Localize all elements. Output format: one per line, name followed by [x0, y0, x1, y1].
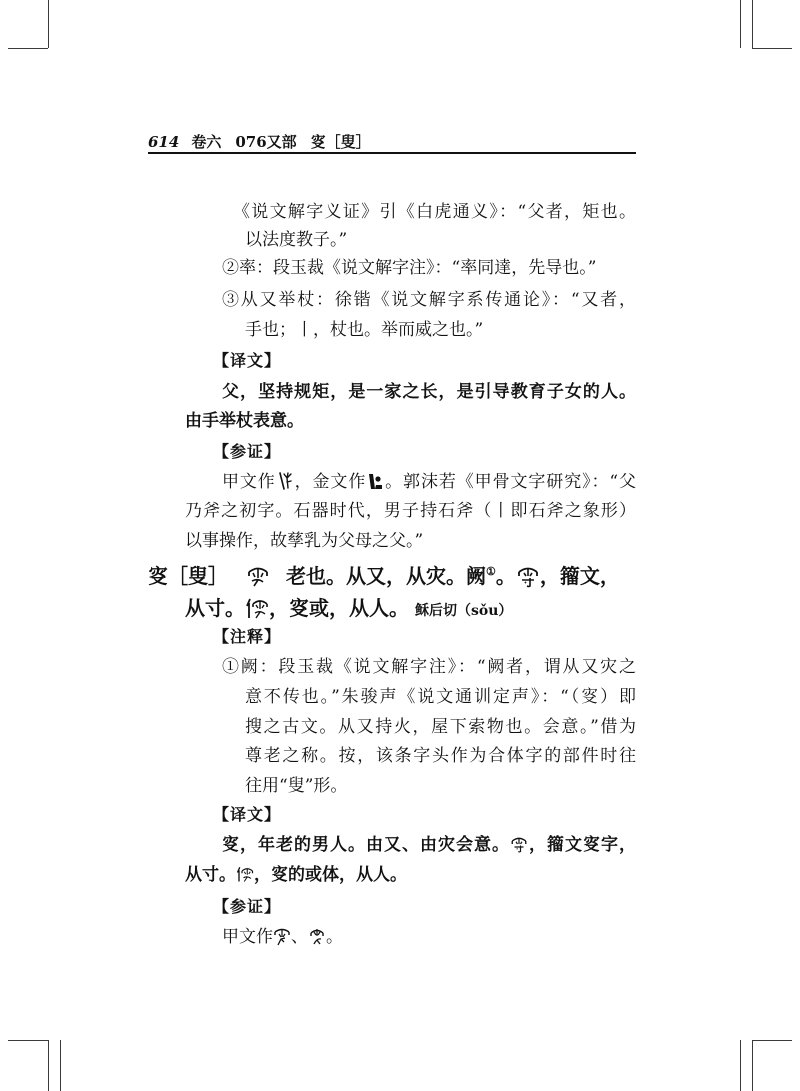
sou-evidence-text: 甲文作 [222, 927, 273, 947]
fu-evidence-text: ，金文作 [293, 472, 367, 492]
fu-translation-heading: 【译文】 [213, 351, 282, 370]
volume-label: 卷六 [191, 133, 222, 151]
fu-evidence-line-3: 以事操作，故孳乳为父母之父。” [185, 531, 424, 551]
pronunciation: 稣后切（sǒu） [415, 603, 513, 619]
sou-note-line: 搜之古文。从又持火，屋下索物也。会意。”借为 [245, 717, 636, 737]
fu-translation-line-1: 父，坚持规矩，是一家之长，是引导教育子女的人。 [222, 382, 636, 402]
fu-evidence-text: 甲文作 [222, 472, 276, 492]
section-label: 076又部 [235, 133, 297, 151]
running-header [148, 132, 385, 152]
crop-mark [740, 1040, 741, 1091]
fu-evidence-text: 。郭沫若《甲骨文字研究》：“父 [384, 472, 637, 492]
sou-translation-text: ，叜的或体，从人。 [254, 865, 407, 885]
seal-script-zhouwen-sou-glyph [510, 834, 528, 854]
crop-mark [752, 48, 792, 49]
sou-definition: ，籀文， [539, 564, 620, 588]
sou-note-line: 意不传也。”朱骏声《说文通训定声》：“（叜）即 [245, 687, 636, 707]
sou-evidence-line [222, 925, 343, 949]
sou-translation-line-2 [185, 863, 407, 887]
sou-headword-line-1 [148, 562, 620, 590]
sou-translation-text: ，籀文叜字， [528, 835, 636, 855]
sou-evidence-heading: 【参证】 [213, 897, 282, 916]
oracle-bone-sou-glyph [273, 926, 291, 946]
bronze-fu-glyph [366, 471, 384, 491]
crop-mark [8, 48, 48, 49]
header-rule [148, 152, 636, 154]
fu-note-3-line-1: ③从又举杖：徐锴《说文解字系传通论》：“又者， [222, 290, 636, 310]
sou-translation-heading: 【译文】 [213, 805, 282, 824]
crop-mark [48, 1040, 49, 1091]
seal-script-zhouwen-sou-glyph [516, 564, 540, 588]
crop-mark [8, 1040, 48, 1041]
oracle-bone-fu-glyph [276, 471, 294, 491]
sou-definition: 老也。从又，从灾。阙 [286, 564, 486, 588]
fu-evidence-heading: 【参证】 [213, 442, 282, 461]
sou-notes-heading: 【注释】 [213, 627, 282, 646]
fu-note-3-line-2: 手也；丨，杖也。举而威之也。” [245, 320, 484, 340]
sou-translation-text: 叜，年老的男人。由又、由灾会意。 [222, 835, 510, 855]
fu-note-2: ②率：段玉裁《说文解字注》：“率同達，先导也。” [222, 258, 597, 278]
sou-definition: 。 [495, 564, 516, 588]
sou-evidence-text: 。 [326, 927, 343, 947]
crop-mark [752, 0, 753, 48]
sou-headword: 叜［叟］ [148, 564, 228, 588]
oracle-bone-sou-glyph [308, 926, 326, 946]
crop-mark [48, 0, 49, 48]
sou-note-line: 尊老之称。按，该条字头作为合体字的部件时往 [245, 746, 636, 766]
sou-note-line: ①阙：段玉裁《说文解字注》：“阙者，谓从又灾之 [222, 657, 636, 677]
entry-label: 叜［叟］ [310, 133, 371, 151]
sou-translation-text: 从寸。 [185, 865, 236, 885]
sou-definition: 从寸。 [185, 596, 245, 620]
footnote-mark: ① [486, 565, 496, 578]
fu-evidence-line-1 [222, 470, 636, 494]
sou-note-line: 往用“叟”形。 [245, 776, 348, 796]
crop-mark [740, 0, 741, 48]
sou-definition: ，叜或，从人。 [269, 596, 409, 620]
fu-note-1-line-1: 《说文解字义证》引《白虎通义》：“父者，矩也。 [233, 202, 636, 222]
crop-mark [752, 1040, 753, 1091]
seal-script-variant-sou-glyph [245, 596, 269, 620]
seal-script-variant-sou-glyph [236, 864, 254, 884]
crop-mark [60, 1040, 61, 1091]
sou-headword-line-2 [185, 594, 512, 622]
page-number: 614 [148, 133, 180, 151]
crop-mark [752, 1040, 792, 1041]
fu-evidence-line-2: 乃斧之初字。石器时代，男子持石斧（丨即石斧之象形） [185, 501, 636, 521]
seal-script-sou-glyph [246, 564, 270, 588]
fu-note-1-line-2: 以法度教子。” [245, 230, 348, 250]
fu-translation-line-2: 由手举杖表意。 [185, 411, 304, 431]
sou-evidence-text: 、 [291, 927, 308, 947]
sou-translation-line-1 [222, 833, 636, 857]
